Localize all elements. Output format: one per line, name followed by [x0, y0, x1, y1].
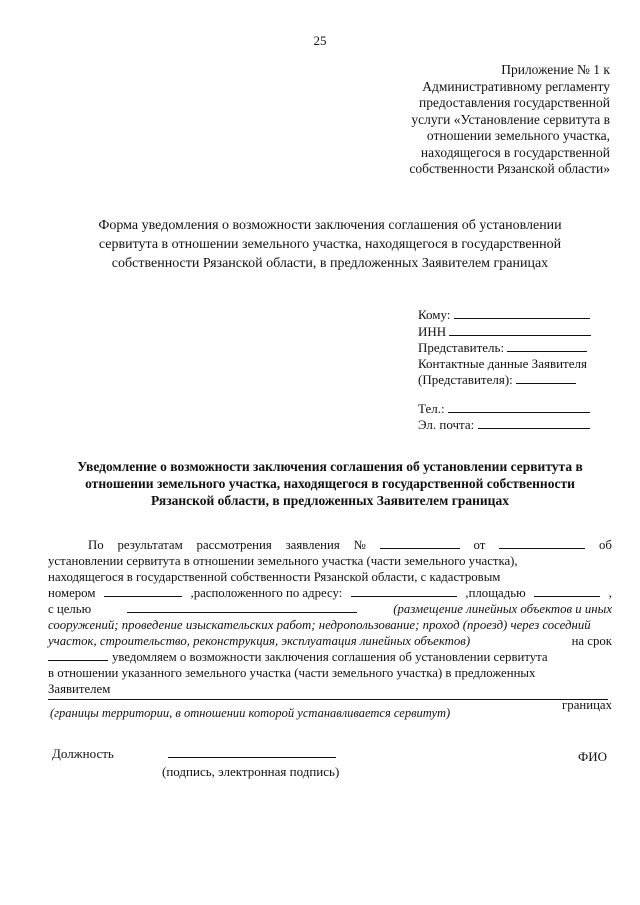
representative-field[interactable]	[507, 339, 587, 352]
notice-title	[55, 458, 605, 509]
appendix-line: собственности Рязанской области»	[409, 161, 610, 176]
body-line-4: номером ,расположенного по адресу: ,площадью ,	[48, 586, 612, 600]
inn-field[interactable]	[449, 323, 591, 336]
inn-label: ИНН	[418, 323, 447, 339]
position-label: Должность	[52, 746, 114, 761]
contacts-line2: (Представителя):	[418, 371, 618, 388]
recipient-block	[418, 306, 618, 433]
application-number-field[interactable]	[380, 537, 460, 549]
body-line-1: По результатам рассмотрения заявления № от об	[88, 538, 612, 552]
appendix-line: услуги «Установление сервитута в	[411, 111, 610, 127]
email-label: Эл. почта:	[418, 417, 475, 432]
application-date-field[interactable]	[499, 537, 585, 549]
form-title-line: сервитута в отношении земельного участка, находящегося в государственной	[98, 237, 562, 252]
to-label: Кому:	[418, 307, 451, 322]
appendix-line: Приложение № 1 к	[501, 62, 610, 77]
contacts-field[interactable]	[516, 371, 576, 384]
phone-field[interactable]	[448, 400, 590, 413]
signature-caption: (подпись, электронная подпись)	[162, 764, 340, 779]
appendix-line: отношении земельного участка,	[426, 128, 610, 143]
recipient-email	[418, 416, 618, 433]
appendix-header	[409, 62, 610, 178]
body-line-11: границах	[562, 698, 612, 712]
notice-title-line: Рязанской области, в предложенных Заявителем границах	[151, 493, 509, 508]
body-line-8: уведомляем о возможности заключения соглашения об установлении сервитута	[48, 649, 612, 665]
borders-caption: (границы территории, в отношении которой устанавливается сервитут)	[50, 706, 451, 720]
term-field[interactable]	[48, 649, 108, 661]
appendix-line: предоставления государственной	[419, 95, 610, 110]
notice-title-line: Уведомление о возможности заключения соглашения об установлении сервитута в	[77, 459, 583, 474]
to-field[interactable]	[454, 306, 590, 319]
page-number: 25	[313, 33, 327, 48]
recipient-phone	[418, 400, 618, 417]
body-line-7: участок, строительство, реконструкция, эксплуатация линейных объектов) на срок	[48, 634, 612, 648]
phone-label: Тел.:	[418, 400, 445, 416]
notice-title-line: отношении земельного участка, находящегося в государственной собственности	[85, 476, 575, 491]
body-line-6: сооружений; проведение изыскательских работ; недропользование; проход (проезд) через соседний	[48, 618, 591, 632]
signature-field-line[interactable]	[168, 757, 336, 758]
body-line-9: в отношении указанного земельного участка (части земельного участка) в предложенных	[48, 666, 536, 680]
appendix-line: находящегося в государственной	[420, 144, 610, 160]
form-title	[60, 216, 600, 273]
fio-label: ФИО	[578, 749, 608, 764]
address-field[interactable]	[351, 585, 457, 597]
area-field[interactable]	[534, 585, 600, 597]
contacts-line1: Контактные данные Заявителя	[418, 355, 587, 371]
purpose-field[interactable]	[127, 601, 357, 613]
recipient-to	[418, 306, 618, 323]
body-line-10: Заявителем	[48, 682, 111, 696]
appendix-line: Административному регламенту	[422, 78, 610, 94]
body-line-3: находящегося в государственной собственности Рязанской области, с кадастровым	[48, 570, 501, 584]
representative-label: Представитель:	[418, 340, 505, 355]
notice-body	[48, 537, 612, 713]
recipient-inn	[418, 323, 618, 340]
recipient-representative	[418, 339, 618, 356]
email-field[interactable]	[478, 416, 590, 429]
body-line-2: установлении сервитута в отношении земельного участка (части земельного участка),	[48, 554, 518, 568]
body-line-5: с целью (размещение линейных объектов и иных	[48, 602, 612, 616]
form-title-line: собственности Рязанской области, в предложенных Заявителем границах	[111, 256, 549, 271]
borders-field-line[interactable]	[48, 699, 608, 700]
form-title-line: Форма уведомления о возможности заключения соглашения об установлении	[98, 218, 562, 233]
cadastral-number-field[interactable]	[104, 585, 182, 597]
